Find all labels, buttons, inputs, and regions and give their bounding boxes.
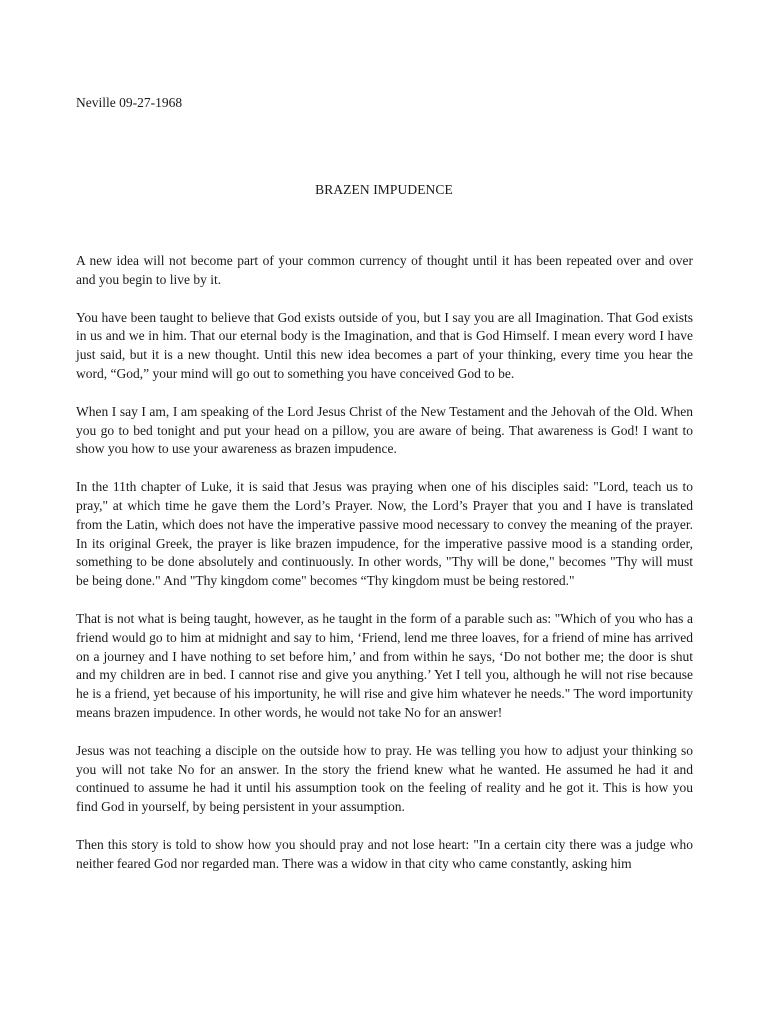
- paragraph: That is not what is being taught, however, as he taught in the form of a parable such as: "Which of you who has a friend would go to him at midnight and say to him, ‘Friend, lend me three loaves, for a friend of mine has arrived on a journey and I have nothing to set before him,’ and from within he says, ‘Do not bother me; the door is shut and my children are in bed. I cannot rise and give you anything.’ Yet I tell you, although he will not rise because he is a friend, yet because of his importunity, he will rise and give him whatever he needs." The word importunity means brazen impudence. In other words, he would not take No for an answer!: [76, 610, 693, 720]
- paragraph: Jesus was not teaching a disciple on the outside how to pray. He was telling you how to adjust your thinking so you will not take No for an answer. In the story the friend knew what he wanted. He assumed he had it and continued to assume he had it until his assumption took on the feeling of reality and he got it. This is how you find God in yourself, by being persistent in your assumption.: [76, 742, 693, 815]
- document-body: [76, 252, 693, 893]
- paragraph: You have been taught to believe that God exists outside of you, but I say you are all Imagination. That God exists in us and we in him. That our eternal body is the Imagination, and that is God Himself. I mean every word I have just said, but it is a new thought. Until this new idea becomes a part of your thinking, every time you hear the word, “God,” your mind will go out to something you have conceived God to be.: [76, 309, 693, 381]
- paragraph: In the 11th chapter of Luke, it is said that Jesus was praying when one of his disciples said: "Lord, teach us to pray," at which time he gave them the Lord’s Prayer. Now, the Lord’s Prayer that you and I have is translated from the Latin, which does not have the imperative passive mood necessary to convey the meaning of the prayer. In its original Greek, the prayer is like brazen impudence, for the imperative passive mood is a standing order, something to be done absolutely and continuously. In other words, "Thy will be done," becomes "Thy will must be being done." And "Thy kingdom come" becomes “Thy kingdom must be being restored.": [76, 479, 693, 589]
- document-title: BRAZEN IMPUDENCE: [315, 182, 453, 197]
- paragraph: Then this story is told to show how you should pray and not lose heart: "In a certain city there was a judge who neither feared God nor regarded man. There was a widow in that city who came constantly, asking him: [76, 836, 693, 871]
- paragraph: When I say I am, I am speaking of the Lord Jesus Christ of the New Testament and the Jehovah of the Old. When you go to bed tonight and put your head on a pillow, you are aware of being. That awareness is God! I want to show you how to use your awareness as brazen impudence.: [76, 403, 693, 457]
- paragraph: A new idea will not become part of your common currency of thought until it has been repeated over and over and you begin to live by it.: [76, 253, 693, 287]
- document-header: Neville 09-27-1968: [76, 95, 183, 110]
